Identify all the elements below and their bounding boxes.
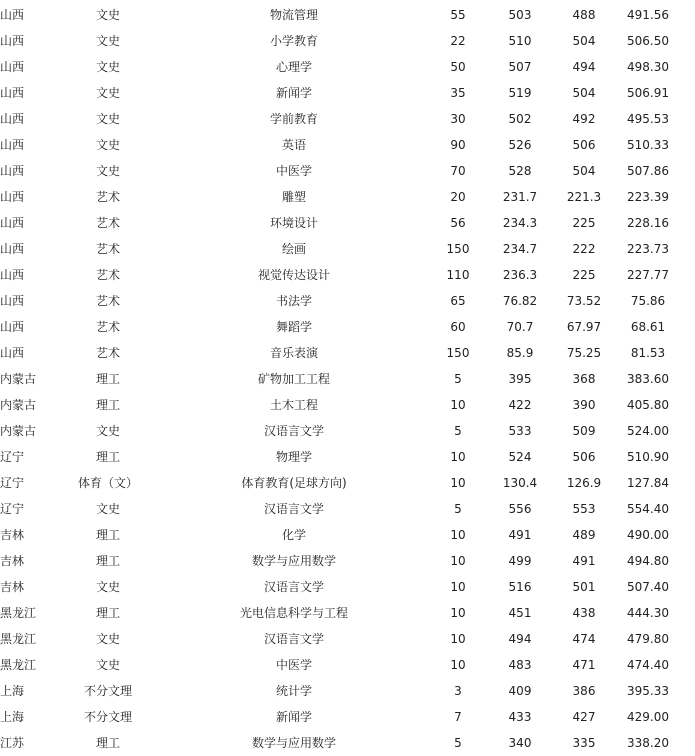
category-cell: 艺术: [95, 346, 120, 360]
min-score-cell: 386: [572, 684, 596, 698]
plan-count-cell: 150: [446, 346, 470, 360]
category-cell: 艺术: [95, 320, 120, 334]
major-cell: 新闻学: [275, 710, 312, 724]
plan-count-cell: 55: [450, 8, 466, 22]
province-cell: 上海: [0, 710, 25, 724]
avg-score-cell: 444.30: [627, 606, 669, 620]
category-cell: 文史: [95, 502, 120, 516]
min-score-cell: 501: [572, 580, 596, 594]
table-row: [0, 314, 680, 340]
category-cell: 理工: [95, 398, 120, 412]
table-row: [0, 184, 680, 210]
table-row: [0, 600, 680, 626]
min-score-cell: 75.25: [566, 346, 602, 360]
max-score-cell: 451: [508, 606, 532, 620]
table-row: [0, 678, 680, 704]
province-cell: 黑龙江: [0, 658, 37, 672]
category-cell: 理工: [95, 554, 120, 568]
max-score-cell: 491: [508, 528, 532, 542]
major-cell: 中医学: [275, 164, 312, 178]
avg-score-cell: 495.53: [627, 112, 669, 126]
plan-count-cell: 70: [450, 164, 466, 178]
min-score-cell: 222: [572, 242, 596, 256]
max-score-cell: 234.3: [502, 216, 538, 230]
major-cell: 中医学: [275, 658, 312, 672]
min-score-cell: 427: [572, 710, 596, 724]
major-cell: 化学: [281, 528, 306, 542]
province-cell: 辽宁: [0, 450, 25, 464]
max-score-cell: 483: [508, 658, 532, 672]
min-score-cell: 67.97: [566, 320, 602, 334]
max-score-cell: 70.7: [506, 320, 534, 334]
major-cell: 土木工程: [269, 398, 318, 412]
major-cell: 矿物加工工程: [257, 372, 330, 386]
plan-count-cell: 5: [454, 372, 462, 386]
min-score-cell: 492: [572, 112, 596, 126]
province-cell: 内蒙古: [0, 372, 37, 386]
avg-score-cell: 491.56: [627, 8, 669, 22]
category-cell: 文史: [95, 164, 120, 178]
category-cell: 文史: [95, 632, 120, 646]
plan-count-cell: 10: [450, 528, 466, 542]
admission-score-table: [0, 2, 680, 756]
min-score-cell: 471: [572, 658, 596, 672]
province-cell: 吉林: [0, 554, 25, 568]
major-cell: 物流管理: [269, 8, 318, 22]
table-row: [0, 158, 680, 184]
province-cell: 内蒙古: [0, 398, 37, 412]
min-score-cell: 73.52: [566, 294, 602, 308]
avg-score-cell: 383.60: [627, 372, 669, 386]
max-score-cell: 236.3: [502, 268, 538, 282]
max-score-cell: 422: [508, 398, 532, 412]
avg-score-cell: 507.86: [627, 164, 669, 178]
plan-count-cell: 3: [454, 684, 462, 698]
avg-score-cell: 506.50: [627, 34, 669, 48]
plan-count-cell: 10: [450, 450, 466, 464]
min-score-cell: 489: [572, 528, 596, 542]
avg-score-cell: 498.30: [627, 60, 669, 74]
avg-score-cell: 223.73: [627, 242, 669, 256]
avg-score-cell: 494.80: [627, 554, 669, 568]
plan-count-cell: 60: [450, 320, 466, 334]
max-score-cell: 503: [508, 8, 532, 22]
category-cell: 艺术: [95, 190, 120, 204]
category-cell: 文史: [95, 112, 120, 126]
table-row: [0, 288, 680, 314]
plan-count-cell: 20: [450, 190, 466, 204]
major-cell: 光电信息科学与工程: [239, 606, 348, 620]
province-cell: 山西: [0, 86, 25, 100]
plan-count-cell: 7: [454, 710, 462, 724]
min-score-cell: 438: [572, 606, 596, 620]
plan-count-cell: 56: [450, 216, 466, 230]
province-cell: 山西: [0, 164, 25, 178]
max-score-cell: 130.4: [502, 476, 538, 490]
max-score-cell: 507: [508, 60, 532, 74]
table-row: [0, 574, 680, 600]
max-score-cell: 499: [508, 554, 532, 568]
major-cell: 新闻学: [275, 86, 312, 100]
plan-count-cell: 10: [450, 398, 466, 412]
plan-count-cell: 5: [454, 736, 462, 750]
max-score-cell: 340: [508, 736, 532, 750]
min-score-cell: 506: [572, 450, 596, 464]
major-cell: 小学教育: [269, 34, 318, 48]
min-score-cell: 225: [572, 216, 596, 230]
plan-count-cell: 150: [446, 242, 470, 256]
max-score-cell: 433: [508, 710, 532, 724]
province-cell: 吉林: [0, 528, 25, 542]
plan-count-cell: 10: [450, 554, 466, 568]
avg-score-cell: 75.86: [630, 294, 666, 308]
major-cell: 统计学: [275, 684, 312, 698]
avg-score-cell: 223.39: [627, 190, 669, 204]
table-row: [0, 54, 680, 80]
major-cell: 英语: [281, 138, 306, 152]
avg-score-cell: 524.00: [627, 424, 669, 438]
avg-score-cell: 510.33: [627, 138, 669, 152]
table-row: [0, 704, 680, 730]
table-row: [0, 548, 680, 574]
category-cell: 艺术: [95, 294, 120, 308]
max-score-cell: 85.9: [506, 346, 534, 360]
min-score-cell: 221.3: [566, 190, 602, 204]
table-row: [0, 210, 680, 236]
min-score-cell: 491: [572, 554, 596, 568]
avg-score-cell: 405.80: [627, 398, 669, 412]
category-cell: 文史: [95, 60, 120, 74]
table-row: [0, 444, 680, 470]
table-row: [0, 262, 680, 288]
min-score-cell: 504: [572, 86, 596, 100]
max-score-cell: 556: [508, 502, 532, 516]
plan-count-cell: 10: [450, 658, 466, 672]
min-score-cell: 509: [572, 424, 596, 438]
max-score-cell: 76.82: [502, 294, 538, 308]
province-cell: 内蒙古: [0, 424, 37, 438]
min-score-cell: 488: [572, 8, 596, 22]
province-cell: 山西: [0, 294, 25, 308]
category-cell: 体育（文）: [77, 476, 138, 490]
plan-count-cell: 22: [450, 34, 466, 48]
table-row: [0, 730, 680, 756]
avg-score-cell: 429.00: [627, 710, 669, 724]
min-score-cell: 494: [572, 60, 596, 74]
major-cell: 心理学: [275, 60, 312, 74]
major-cell: 数学与应用数学: [251, 554, 336, 568]
category-cell: 理工: [95, 606, 120, 620]
plan-count-cell: 90: [450, 138, 466, 152]
avg-score-cell: 474.40: [627, 658, 669, 672]
table-row: [0, 106, 680, 132]
min-score-cell: 504: [572, 164, 596, 178]
plan-count-cell: 35: [450, 86, 466, 100]
plan-count-cell: 10: [450, 606, 466, 620]
category-cell: 文史: [95, 8, 120, 22]
min-score-cell: 390: [572, 398, 596, 412]
table-body: [0, 2, 680, 756]
category-cell: 艺术: [95, 216, 120, 230]
avg-score-cell: 127.84: [627, 476, 669, 490]
category-cell: 文史: [95, 580, 120, 594]
major-cell: 学前教育: [269, 112, 318, 126]
avg-score-cell: 510.90: [627, 450, 669, 464]
max-score-cell: 234.7: [502, 242, 538, 256]
major-cell: 汉语言文学: [263, 580, 324, 594]
table-row: [0, 340, 680, 366]
province-cell: 山西: [0, 60, 25, 74]
plan-count-cell: 10: [450, 476, 466, 490]
province-cell: 山西: [0, 216, 25, 230]
table-row: [0, 132, 680, 158]
min-score-cell: 506: [572, 138, 596, 152]
table-row: [0, 626, 680, 652]
avg-score-cell: 68.61: [630, 320, 666, 334]
province-cell: 山西: [0, 8, 25, 22]
avg-score-cell: 395.33: [627, 684, 669, 698]
plan-count-cell: 65: [450, 294, 466, 308]
province-cell: 山西: [0, 268, 25, 282]
plan-count-cell: 5: [454, 424, 462, 438]
plan-count-cell: 10: [450, 632, 466, 646]
province-cell: 吉林: [0, 580, 25, 594]
max-score-cell: 494: [508, 632, 532, 646]
table-row: [0, 80, 680, 106]
category-cell: 文史: [95, 138, 120, 152]
category-cell: 文史: [95, 34, 120, 48]
avg-score-cell: 554.40: [627, 502, 669, 516]
max-score-cell: 395: [508, 372, 532, 386]
max-score-cell: 510: [508, 34, 532, 48]
province-cell: 山西: [0, 242, 25, 256]
province-cell: 辽宁: [0, 502, 25, 516]
province-cell: 黑龙江: [0, 632, 37, 646]
major-cell: 汉语言文学: [263, 502, 324, 516]
province-cell: 山西: [0, 112, 25, 126]
max-score-cell: 516: [508, 580, 532, 594]
max-score-cell: 409: [508, 684, 532, 698]
category-cell: 理工: [95, 736, 120, 750]
province-cell: 山西: [0, 34, 25, 48]
avg-score-cell: 81.53: [630, 346, 666, 360]
max-score-cell: 524: [508, 450, 532, 464]
table-row: [0, 236, 680, 262]
min-score-cell: 126.9: [566, 476, 602, 490]
avg-score-cell: 479.80: [627, 632, 669, 646]
min-score-cell: 335: [572, 736, 596, 750]
category-cell: 艺术: [95, 268, 120, 282]
table-row: [0, 496, 680, 522]
table-row: [0, 418, 680, 444]
category-cell: 文史: [95, 658, 120, 672]
major-cell: 舞蹈学: [275, 320, 312, 334]
province-cell: 山西: [0, 320, 25, 334]
min-score-cell: 504: [572, 34, 596, 48]
category-cell: 不分文理: [83, 710, 132, 724]
avg-score-cell: 227.77: [627, 268, 669, 282]
category-cell: 文史: [95, 86, 120, 100]
table-row: [0, 392, 680, 418]
avg-score-cell: 490.00: [627, 528, 669, 542]
province-cell: 辽宁: [0, 476, 25, 490]
major-cell: 雕塑: [281, 190, 306, 204]
table-row: [0, 522, 680, 548]
major-cell: 汉语言文学: [263, 632, 324, 646]
max-score-cell: 231.7: [502, 190, 538, 204]
major-cell: 绘画: [281, 242, 306, 256]
category-cell: 艺术: [95, 242, 120, 256]
major-cell: 书法学: [275, 294, 312, 308]
province-cell: 黑龙江: [0, 606, 37, 620]
max-score-cell: 533: [508, 424, 532, 438]
table-row: [0, 470, 680, 496]
province-cell: 山西: [0, 346, 25, 360]
major-cell: 体育教育(足球方向): [241, 476, 347, 490]
table-row: [0, 28, 680, 54]
avg-score-cell: 228.16: [627, 216, 669, 230]
max-score-cell: 528: [508, 164, 532, 178]
plan-count-cell: 30: [450, 112, 466, 126]
category-cell: 理工: [95, 528, 120, 542]
major-cell: 物理学: [275, 450, 312, 464]
table-row: [0, 366, 680, 392]
major-cell: 环境设计: [269, 216, 318, 230]
min-score-cell: 368: [572, 372, 596, 386]
province-cell: 山西: [0, 190, 25, 204]
plan-count-cell: 10: [450, 580, 466, 594]
plan-count-cell: 110: [446, 268, 470, 282]
category-cell: 理工: [95, 450, 120, 464]
max-score-cell: 502: [508, 112, 532, 126]
plan-count-cell: 50: [450, 60, 466, 74]
category-cell: 文史: [95, 424, 120, 438]
min-score-cell: 225: [572, 268, 596, 282]
table-row: [0, 2, 680, 28]
province-cell: 山西: [0, 138, 25, 152]
avg-score-cell: 338.20: [627, 736, 669, 750]
max-score-cell: 526: [508, 138, 532, 152]
max-score-cell: 519: [508, 86, 532, 100]
min-score-cell: 553: [572, 502, 596, 516]
category-cell: 理工: [95, 372, 120, 386]
major-cell: 数学与应用数学: [251, 736, 336, 750]
plan-count-cell: 5: [454, 502, 462, 516]
avg-score-cell: 507.40: [627, 580, 669, 594]
min-score-cell: 474: [572, 632, 596, 646]
category-cell: 不分文理: [83, 684, 132, 698]
province-cell: 上海: [0, 684, 25, 698]
major-cell: 音乐表演: [269, 346, 318, 360]
avg-score-cell: 506.91: [627, 86, 669, 100]
major-cell: 汉语言文学: [263, 424, 324, 438]
province-cell: 江苏: [0, 736, 25, 750]
table-row: [0, 652, 680, 678]
major-cell: 视觉传达设计: [257, 268, 330, 282]
